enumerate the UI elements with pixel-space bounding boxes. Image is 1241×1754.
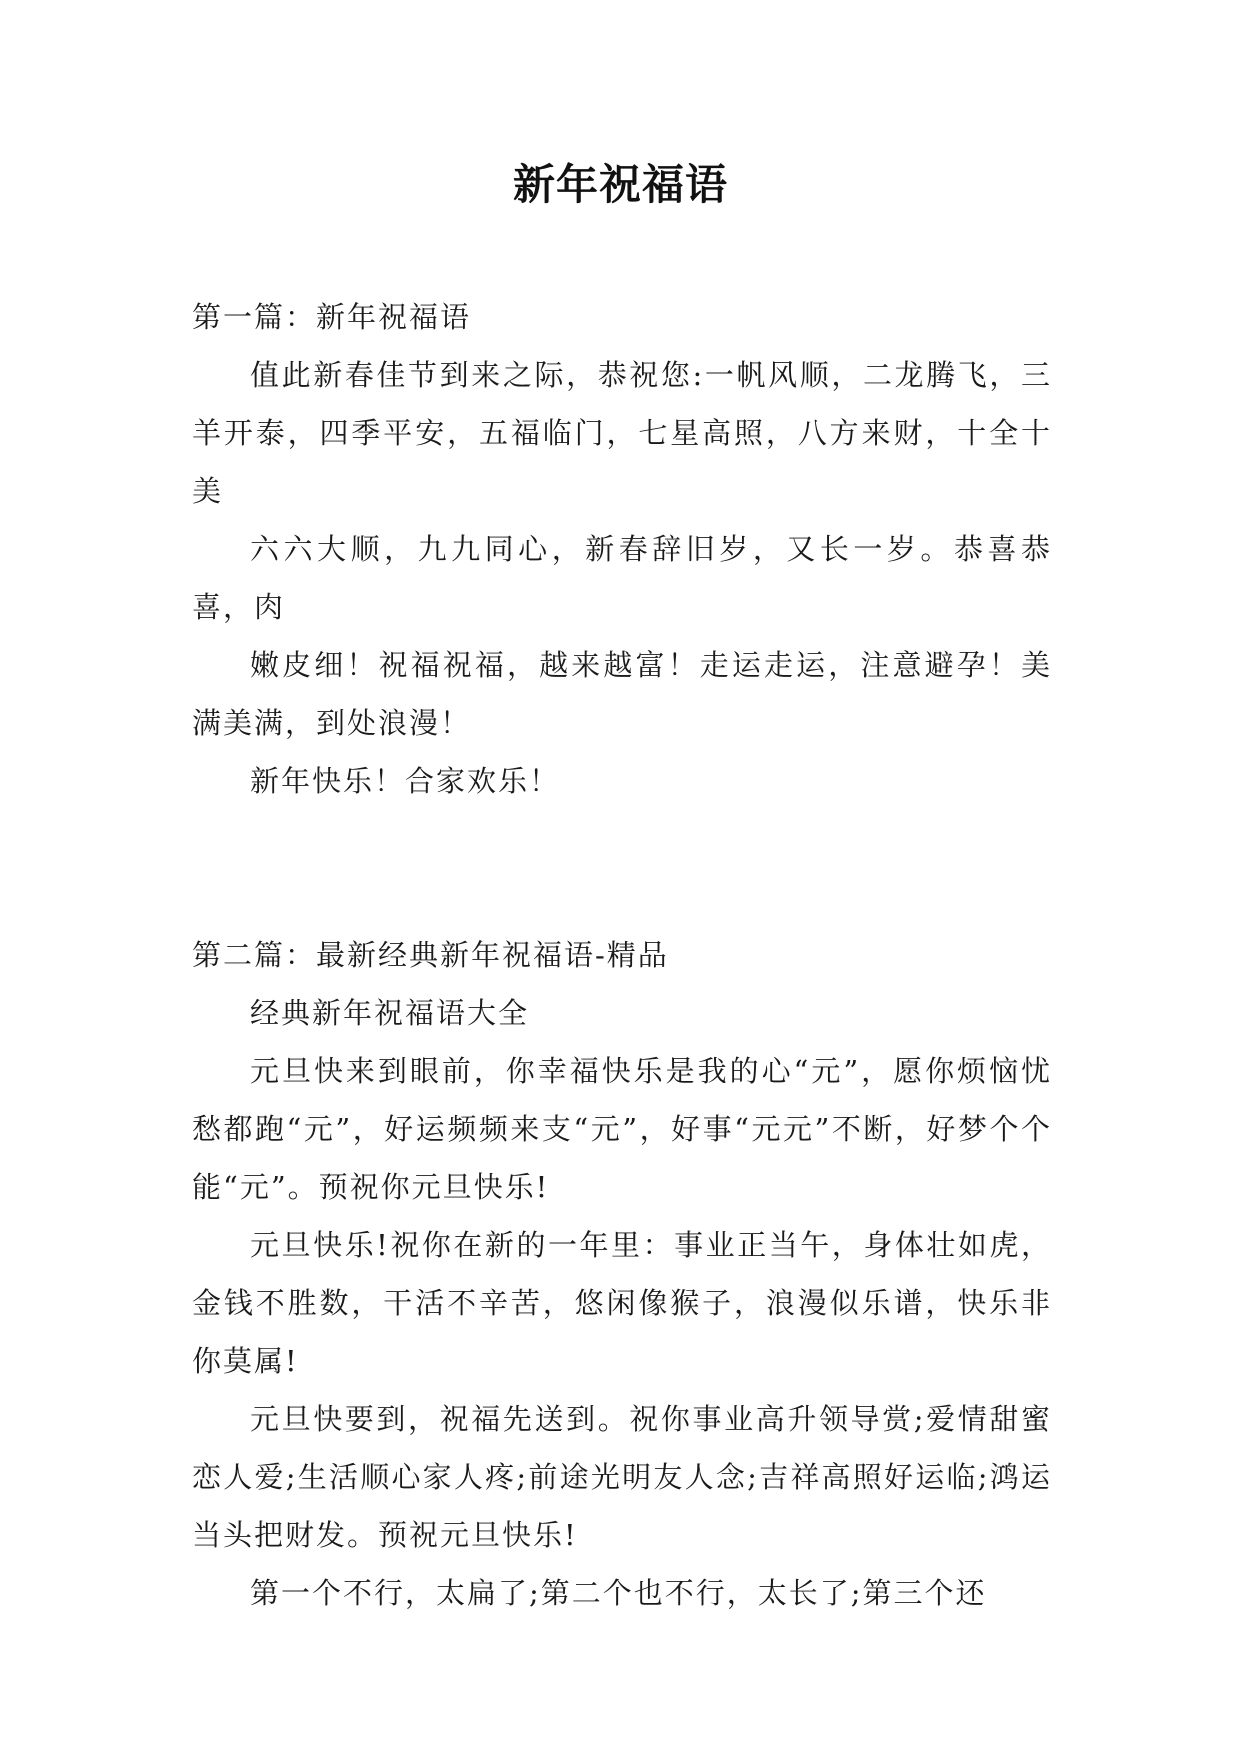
section-1 <box>192 288 1052 810</box>
paragraph: 第一个不行，太扁了;第二个也不行，太长了;第三个还 <box>250 1576 987 1610</box>
paragraph: 值此新春佳节到来之际，恭祝您:一帆风顺，二龙腾飞，三羊开泰，四季平安，五福临门，七星高照，八方来财，十全十美 <box>192 358 1052 508</box>
paragraph: 元旦快乐!祝你在新的一年里：事业正当午，身体壮如虎，金钱不胜数，干活不辛苦，悠闲像猴子，浪漫似乐谱，快乐非你莫属! <box>192 1228 1052 1378</box>
paragraph: 经典新年祝福语大全 <box>250 996 530 1030</box>
paragraph: 六六大顺，九九同心，新春辞旧岁，又长一岁。恭喜恭喜，肉 <box>192 532 1052 624</box>
section-heading: 第二篇：最新经典新年祝福语-精品 <box>192 938 669 972</box>
section-spacer <box>192 810 1052 926</box>
paragraph: 元旦快来到眼前，你幸福快乐是我的心“元”，愿你烦恼忧愁都跑“元”，好运频频来支“元”，好事“元元”不断，好梦个个能“元”。预祝你元旦快乐! <box>192 1054 1052 1204</box>
document-title: 新年祝福语 <box>512 160 728 209</box>
paragraph: 元旦快要到，祝福先送到。祝你事业高升领导赏;爱情甜蜜恋人爱;生活顺心家人疼;前途光明友人念;吉祥高照好运临;鸿运当头把财发。预祝元旦快乐! <box>192 1402 1052 1552</box>
section-2 <box>192 926 1052 1622</box>
section-heading: 第一篇：新年祝福语 <box>192 300 472 334</box>
document-body <box>192 288 1052 1622</box>
paragraph: 嫩皮细！祝福祝福，越来越富！走运走运，注意避孕！美满美满，到处浪漫！ <box>192 648 1052 740</box>
paragraph: 新年快乐！合家欢乐！ <box>250 764 561 798</box>
